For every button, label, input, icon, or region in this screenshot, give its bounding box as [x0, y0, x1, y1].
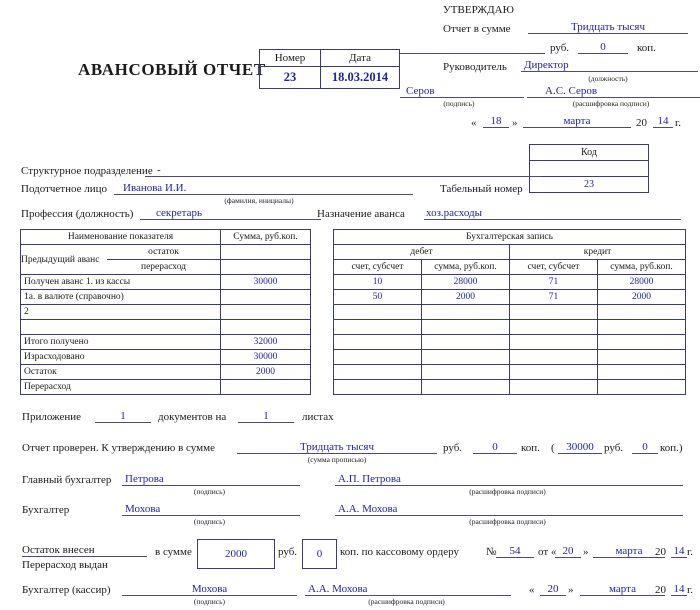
cashier-day-open: « [529, 584, 535, 596]
accountant-name[interactable]: А.А. Мохова [335, 503, 683, 516]
verification-rub-label-2: руб. [604, 442, 624, 454]
th-credit: кредит [510, 245, 686, 260]
manager-label: Руководитель [443, 61, 507, 73]
credit-amount[interactable] [598, 380, 686, 395]
page-title: АВАНСОВЫЙ ОТЧЕТ [78, 60, 266, 79]
code-value[interactable]: 23 [530, 177, 649, 193]
remainder-kop-order-label: коп. по кассовому ордеру [340, 546, 459, 558]
debit-account[interactable] [334, 305, 422, 320]
number-value[interactable]: 23 [260, 67, 321, 89]
debit-amount[interactable] [422, 365, 510, 380]
order-day[interactable]: 20 [555, 545, 581, 558]
previous-advance-remainder: остаток [107, 245, 220, 260]
signature-caption: (подпись) [193, 487, 226, 496]
person-value[interactable]: Иванова И.И. [114, 182, 413, 195]
credit-amount[interactable] [598, 365, 686, 380]
th-sum: Сумма, руб.коп. [221, 230, 311, 245]
date-value[interactable]: 18.03.2014 [321, 67, 400, 89]
decode-caption: (расшифровка подписи) [469, 487, 546, 496]
th-credit-account: счет, субсчет [510, 260, 598, 275]
row-previous-advance [21, 245, 221, 275]
debit-amount[interactable]: 28000 [422, 275, 510, 290]
decode-caption: (расшифровка подписи) [572, 99, 650, 108]
person-label: Подотчетное лицо [21, 183, 108, 195]
position-caption: (должность) [588, 74, 628, 83]
order-year[interactable]: 14 [671, 545, 687, 558]
accountant-signature[interactable]: Мохова [122, 503, 300, 516]
verification-label: Отчет проверен. К утверждению в сумме [22, 442, 215, 454]
table-row [21, 290, 686, 305]
debit-amount[interactable] [422, 335, 510, 350]
credit-amount[interactable] [598, 350, 686, 365]
row-sum[interactable] [221, 320, 311, 335]
profession-value[interactable]: секретарь [140, 207, 321, 220]
row-label: Получен аванс 1. из кассы [21, 275, 221, 290]
debit-amount[interactable]: 2000 [422, 290, 510, 305]
credit-amount[interactable] [598, 320, 686, 335]
debit-amount[interactable] [422, 350, 510, 365]
credit-account[interactable] [510, 365, 598, 380]
appendix-documents-label: документов на [158, 411, 227, 423]
purpose-label: Назначение аванса [317, 208, 405, 220]
debit-account[interactable] [334, 350, 422, 365]
credit-account[interactable] [510, 350, 598, 365]
kop-value[interactable]: 0 [578, 41, 628, 54]
debit-amount[interactable] [422, 305, 510, 320]
credit-amount[interactable] [598, 305, 686, 320]
th-credit-amount: сумма, руб.коп. [598, 260, 686, 275]
verification-kop-label-2: коп.) [660, 442, 683, 454]
verification-rub-label: руб. [443, 442, 463, 454]
previous-advance-label: Предыдущий аванс [21, 254, 100, 265]
verification-kop-value-2[interactable]: 0 [632, 441, 658, 454]
appendix-documents-count[interactable]: 1 [95, 410, 151, 423]
division-label: Структурное подразделение [21, 165, 153, 177]
code-header: Код [530, 145, 649, 161]
verification-sum-caption: (сумма прописью) [307, 455, 367, 464]
remainder-sum-value[interactable]: 2000 [197, 539, 275, 569]
cashier-day[interactable]: 20 [540, 583, 566, 596]
order-year-suffix: г. [687, 546, 694, 558]
verification-kop-value[interactable]: 0 [473, 441, 517, 454]
verification-paren-open: ( [551, 442, 555, 454]
table-row [21, 335, 686, 350]
approve-month[interactable]: марта [523, 115, 631, 128]
report-sum-label: Отчет в сумме [443, 23, 511, 35]
cashier-day-close: » [568, 584, 574, 596]
row-label: 1а. в валюте (справочно) [21, 290, 221, 305]
manager-position[interactable]: Директор [521, 59, 698, 72]
approve-day[interactable]: 18 [483, 115, 509, 128]
table-row [21, 305, 686, 320]
credit-account[interactable] [510, 320, 598, 335]
remainder-deposited-label: Остаток внесен [22, 544, 147, 557]
row-sum[interactable] [221, 290, 311, 305]
code-box [529, 144, 649, 193]
th-debit-amount: сумма, руб.коп. [422, 260, 510, 275]
profession-label: Профессия (должность) [21, 208, 134, 220]
person-caption: (фамилия, инициалы) [224, 196, 294, 205]
approve-year[interactable]: 14 [653, 115, 673, 128]
row-sum[interactable]: 2000 [221, 365, 311, 380]
row-label: Остаток [21, 365, 221, 380]
cashier-month[interactable]: марта [580, 583, 665, 596]
report-sum-words[interactable]: Тридцать тысяч [528, 21, 688, 34]
rub-label: руб. [550, 42, 570, 54]
cashier-year[interactable]: 14 [671, 583, 687, 596]
signature-caption: (подпись) [443, 99, 475, 108]
year-prefix: 20 [636, 117, 647, 129]
debit-account[interactable]: 10 [334, 275, 422, 290]
credit-amount[interactable]: 2000 [598, 290, 686, 305]
th-debit-account: счет, субсчет [334, 260, 422, 275]
cashier-signature[interactable]: Мохова [122, 583, 297, 596]
appendix-label: Приложение [22, 411, 82, 423]
table-row [21, 380, 686, 395]
previous-advance-remainder-sum[interactable] [221, 245, 311, 260]
table-row [21, 320, 686, 335]
verification-sum-words[interactable]: Тридцать тысяч [237, 441, 437, 454]
signature-caption: (подпись) [193, 517, 226, 526]
number-header: Номер [260, 50, 321, 67]
row-label: 2 [21, 305, 221, 320]
th-debit: дебет [334, 245, 510, 260]
decode-caption: (расшифровка подписи) [469, 517, 546, 526]
order-number-label: № [486, 546, 497, 558]
debit-amount[interactable] [422, 320, 510, 335]
th-accounting: Бухгалтерская запись [334, 230, 686, 245]
credit-account[interactable] [510, 380, 598, 395]
table-row [21, 275, 686, 290]
row-label: Итого получено [21, 335, 221, 350]
verification-sum-digits[interactable]: 30000 [558, 441, 602, 454]
decode-caption: (расшифровка подписи) [368, 597, 445, 606]
number-date-table [259, 49, 400, 89]
date-header: Дата [321, 50, 400, 67]
row-sum[interactable]: 30000 [221, 350, 311, 365]
chief-accountant-name[interactable]: А.П. Петрова [335, 473, 683, 486]
credit-account[interactable] [510, 335, 598, 350]
cashier-name[interactable]: А.А. Мохова [305, 583, 511, 596]
appendix-sheets-count[interactable]: 1 [238, 410, 294, 423]
debit-amount[interactable] [422, 380, 510, 395]
cashier-label: Бухгалтер (кассир) [22, 584, 111, 596]
cashier-year-suffix: г. [687, 584, 694, 596]
accountant-label: Бухгалтер [22, 504, 70, 516]
previous-advance-overrun-sum[interactable] [221, 260, 311, 275]
manager-signature[interactable]: Серов [400, 85, 524, 98]
credit-account[interactable] [510, 305, 598, 320]
date-quote-open: « [471, 117, 477, 129]
report-sum-continuation[interactable] [400, 41, 545, 54]
main-report-table [20, 229, 686, 395]
table-gap [311, 230, 334, 395]
order-number-value[interactable]: 54 [496, 545, 534, 558]
row-sum[interactable] [221, 305, 311, 320]
appendix-sheets-label: листах [302, 411, 334, 423]
remainder-kop-value[interactable]: 0 [302, 539, 337, 569]
debit-account[interactable]: 50 [334, 290, 422, 305]
code-row-empty[interactable] [530, 161, 649, 177]
row-label: Перерасход [21, 380, 221, 395]
row-sum[interactable] [221, 380, 311, 395]
order-from-label: от « [538, 546, 557, 558]
purpose-value[interactable]: хоз.расходы [424, 207, 681, 220]
row-sum[interactable]: 30000 [221, 275, 311, 290]
debit-account[interactable] [334, 335, 422, 350]
order-month[interactable]: марта [593, 545, 665, 558]
date-quote-close: » [512, 117, 518, 129]
chief-accountant-signature[interactable]: Петрова [122, 473, 300, 486]
remainder-rub-label: руб. [278, 546, 298, 558]
debit-account[interactable] [334, 380, 422, 395]
kop-label: коп. [637, 42, 656, 54]
credit-amount[interactable]: 28000 [598, 275, 686, 290]
chief-accountant-label: Главный бухгалтер [22, 474, 112, 486]
th-indicator: Наименование показателя [21, 230, 221, 245]
personnel-number-label: Табельный номер [440, 183, 523, 195]
cashier-year-prefix: 20 [655, 584, 666, 596]
overrun-issued-label: Перерасход выдан [22, 559, 108, 571]
signature-caption: (подпись) [193, 597, 226, 606]
row-label [21, 320, 221, 335]
approve-heading: УТВЕРЖДАЮ [443, 4, 514, 16]
credit-account[interactable]: 71 [510, 290, 598, 305]
credit-account[interactable]: 71 [510, 275, 598, 290]
table-row [21, 350, 686, 365]
year-suffix: г. [675, 117, 682, 129]
order-day-close: » [583, 546, 589, 558]
credit-amount[interactable] [598, 335, 686, 350]
verification-kop-label: коп. [521, 442, 540, 454]
table-row [21, 365, 686, 380]
row-sum[interactable]: 32000 [221, 335, 311, 350]
row-label: Израсходовано [21, 350, 221, 365]
debit-account[interactable] [334, 320, 422, 335]
in-sum-label: в сумме [155, 546, 192, 558]
manager-name[interactable]: А.С. Серов [527, 85, 700, 98]
debit-account[interactable] [334, 365, 422, 380]
order-year-prefix: 20 [655, 546, 666, 558]
division-value[interactable]: - [145, 164, 541, 177]
previous-advance-overrun: перерасход [140, 262, 187, 272]
